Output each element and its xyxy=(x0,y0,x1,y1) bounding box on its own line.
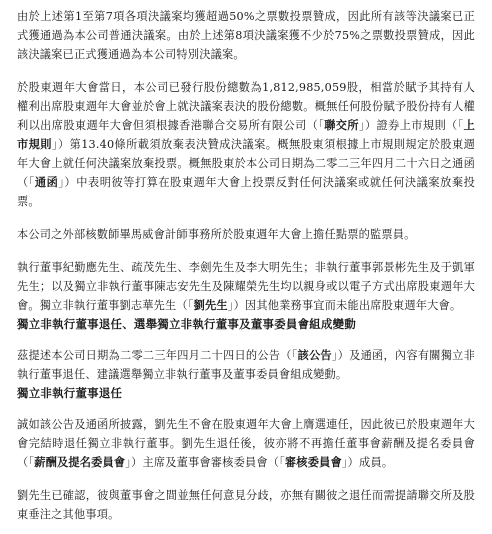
share-count-text-2: 」）證券上市規則（「 xyxy=(358,119,464,132)
attendance-text-2: 」）因其他業務事宜而未能出席股東週年大會。 xyxy=(227,299,462,312)
share-count-paragraph xyxy=(17,78,475,211)
retirement-text-2: 」）主席及董事會審核委員會（「 xyxy=(125,456,285,469)
defined-term-stock-exchange: 聯交所 xyxy=(324,119,359,132)
retirement-text-1: 誠如該公告及通函所披露，劉先生不會在股東週年大會上膺選連任，因此彼已於股東週年大會完結時退任獨立非執行董事。劉先生退任後，彼亦將不再擔任董事會薪酬及提名委員會（「 xyxy=(17,418,475,469)
document-page xyxy=(17,7,475,524)
defined-term-announcement: 該公告 xyxy=(297,349,332,362)
defined-term-mr-liu: 劉先生 xyxy=(193,299,228,312)
announcement-reference-paragraph xyxy=(17,346,475,384)
share-count-text-3: 」）第13.40條所載須放棄表決贊成決議案。概無股東須根據上市規則規定於股東週年大會上就任何決議案放棄投票。概無股東於本公司日期為二零二三年四月二十六日之通函（「 xyxy=(17,138,475,189)
defined-term-circular: 通函 xyxy=(34,176,59,189)
announcement-text-1: 茲提述本公司日期為二零二三年四月二十四日的公告（「 xyxy=(17,349,298,362)
confirmation-paragraph: 劉先生已確認，彼與董事會之間並無任何意見分歧，亦無有關彼之退任而需提請聯交所及股東垂注之其他事項。 xyxy=(17,489,475,521)
retirement-detail-paragraph xyxy=(17,415,475,472)
attendance-text-1: 執行董事紀勤應先生、疏茂先生、李劍先生及李大明先生；非執行董事郭景彬先生及于凱軍先生；以及獨立非執行董事陳志安先生及陳耀榮先生均以親身或以電子方式出席股東週年大會。獨立非執行董事劉志華先生（「 xyxy=(17,261,475,312)
defined-term-remuneration-committee: 薪酬及提名委員會 xyxy=(34,456,126,469)
announcement-text-2: 」）及通函，內容有關獨立非執行董事退任、建議選舉獨立非執行董事及董事委員會組成變動。 xyxy=(17,349,475,381)
share-count-text-1: 於股東週年大會當日，本公司已發行股份總數為1,812,985,059股，相當於賦予其持有人權利出席股東週年大會並於會上就決議案表決的股份總數。概無任何股份賦予股份持有人權利以出席股東週年大會但須根據香港聯合交易所有限公司（「 xyxy=(17,81,475,132)
defined-term-audit-committee: 審核委員會 xyxy=(284,456,342,469)
defined-term-listing-rules: 上市規則 xyxy=(17,119,475,151)
section-heading-retirement: 獨立非執行董事退任 xyxy=(17,386,123,400)
section-heading-retirement-election: 獨立非執行董事退任、選舉獨立非執行董事及董事委員會組成變動 xyxy=(17,317,357,331)
resolution-result-paragraph: 由於上述第1至第7項各項決議案均獲超過50%之票數投票贊成，因此所有該等決議案已正式獲通過為本公司普通決議案。由於上述第8項決議案獲不少於75%之票數投票贊成，因此該決議案已正式獲通過為本公司特別決議案。 xyxy=(17,10,475,61)
scrutineer-paragraph: 本公司之外部核數師畢馬威會計師事務所於股東週年大會上擔任點票的監票員。 xyxy=(17,228,416,241)
share-count-text-4: 」）中表明彼等打算在股東週年大會上投票反對任何決議案或就任何決議案放棄投票。 xyxy=(17,176,475,208)
retirement-text-3: 」）成員。 xyxy=(341,456,394,469)
attendance-paragraph xyxy=(17,258,475,315)
